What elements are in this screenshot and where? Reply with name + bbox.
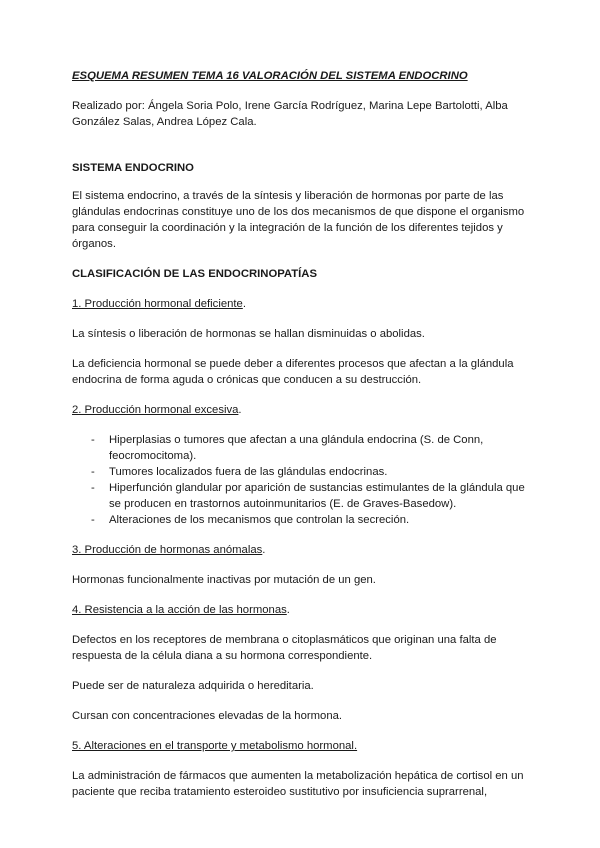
subheading-text: 3. Producción de hormonas anómalas [72,544,263,556]
paragraph: La síntesis o liberación de hormonas se hallan disminuidas o abolidas. [72,328,425,340]
section-heading-sistema-endocrino: SISTEMA ENDOCRINO [72,162,194,174]
document-title: ESQUEMA RESUMEN TEMA 16 VALORACIÓN DEL SISTEMA ENDOCRINO [72,70,468,82]
subheading-resistencia: 4. Resistencia a la acción de las hormonas. [72,604,290,616]
subheading-text: 1. Producción hormonal deficiente [72,298,243,310]
subheading-transporte-metabolismo: 5. Alteraciones en el transporte y metabolismo hormonal. [72,740,358,752]
paragraph: La deficiencia hormonal se puede deber a diferentes procesos que afectan a la glándula endocrina de forma aguda o crónicas que conducen a su destrucción. [72,358,514,386]
list-item: - Hiperfunción glandular por aparición de sustancias estimulantes de la glándula que se producen en trastornos autoinmunitarios (E. de Graves-Basedow). [72,480,532,512]
subheading-hormonas-anomalas: 3. Producción de hormonas anómalas. [72,544,266,556]
list-item: - Tumores localizados fuera de las glándulas endocrinas. [72,464,532,480]
paragraph: La administración de fármacos que aumenten la metabolización hepática de cortisol en un paciente que reciba tratamiento esteroideo sustitutivo por insuficiencia suprarrenal, [72,770,524,798]
intro-paragraph: El sistema endocrino, a través de la síntesis y liberación de hormonas por parte de las glándulas endocrinas constituye uno de los dos mecanismos de que dispone el organismo para conseguir la coordinación y la integración de la función de los diferentes tejidos y órganos. [72,190,525,250]
list-item: - Alteraciones de los mecanismos que controlan la secreción. [72,512,532,528]
subheading-produccion-excesiva: 2. Producción hormonal excesiva. [72,404,242,416]
authors-line: Realizado por: Ángela Soria Polo, Irene García Rodríguez, Marina Lepe Bartolotti, Alba González Salas, Andrea López Cala. [72,100,508,128]
bullet-list [72,432,532,528]
paragraph: Puede ser de naturaleza adquirida o hereditaria. [72,680,314,692]
subheading-produccion-deficiente: 1. Producción hormonal deficiente. [72,298,246,310]
list-item: - Hiperplasias o tumores que afectan a una glándula endocrina (S. de Conn, feocromocitoma). [72,432,532,464]
subheading-text: 2. Producción hormonal excesiva [72,404,239,416]
paragraph: Cursan con concentraciones elevadas de la hormona. [72,710,343,722]
paragraph: Hormonas funcionalmente inactivas por mutación de un gen. [72,574,376,586]
paragraph: Defectos en los receptores de membrana o citoplasmáticos que originan una falta de respuesta de la célula diana a su hormona correspondiente. [72,634,497,662]
document-page [72,68,532,814]
subheading-text: 4. Resistencia a la acción de las hormonas [72,604,287,616]
section-heading-clasificacion: CLASIFICACIÓN DE LAS ENDOCRINOPATÍAS [72,268,317,280]
